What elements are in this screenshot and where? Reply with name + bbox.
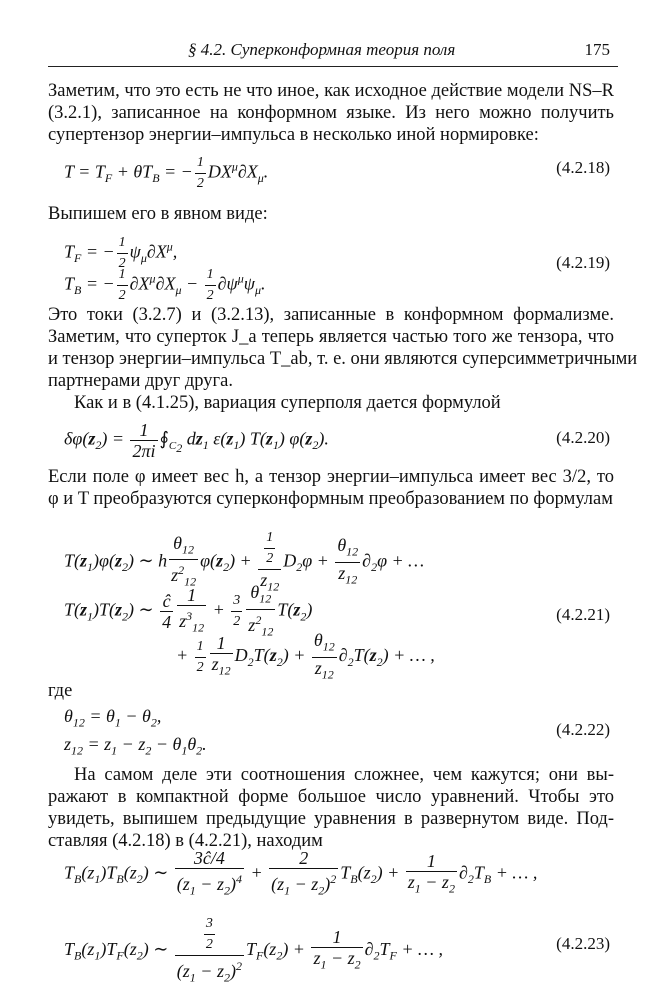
text-line: увидеть, выпишем предыдущие уравнения в развернутом виде. Под- xyxy=(48,809,614,829)
text-line: Заметим, что это есть не что иное, как исходное действие модели NS–R xyxy=(48,81,614,101)
equation-number: (4.2.18) xyxy=(556,158,610,177)
text-line: Если поле φ имеет вес h, а тензор энергии–импульса имеет вес 3/2, то xyxy=(48,467,614,487)
equation-4-2-23-line-2: $T_B(z_1)T_F(z_2)$ ∼ $\frac{\frac{3}{2}}{(z_1 - z_2)^2}$ $T_F(z_2)$ + $\frac{1}{z_1 - z_2}$ $\partial_2T_F$ + … , xyxy=(64,916,444,985)
paragraph-4 xyxy=(48,392,614,414)
paragraph-6 xyxy=(48,680,614,702)
text-line: где xyxy=(48,681,73,701)
equation-4-2-23-line-1: $T_B(z_1)T_B(z_2)$ ∼ $\frac{3ĉ/4}{(z_1 - z_2)^4}$ + $\frac{2}{(z_1 - z_2)^2}$ $T_B(z_2)$ + $\frac{1}{z_1 - z_2}$ $\partial_2T_B$ + … , xyxy=(64,848,538,898)
paragraph-7 xyxy=(48,764,614,852)
page-number: 175 xyxy=(584,40,610,59)
paragraph-1 xyxy=(48,80,614,146)
equation-4-2-20: $\delta\varphi(z_2)$ = $\frac{1}{2\pi i}$ $∮_{C_2}$ $dz_1$ $\varepsilon(z_1)$ $T(z_1)$ $\varphi(z_2)$. xyxy=(64,420,329,461)
equation-4-2-21-line-1: $T(z_1)\varphi(z_2)$ ∼ h $\frac{\theta_{12}}{z^2_{12}}$ $\varphi(z_2)$ + $\frac{\frac{1}{2}}{z_{12}}$ $D_2\varphi$ + $\frac{\theta_{12}}{z_{12}}$ $\partial_2\varphi$ + … xyxy=(64,530,425,594)
text-line: супертензор энергии–импульса в несколько иной нормировке: xyxy=(48,125,539,145)
equation-4-2-18: $T = T_F + \theta T_B$ = − $\frac{1}{2}$ $DX^\mu\partial X_\mu$. xyxy=(64,155,269,191)
equation-number: (4.2.22) xyxy=(556,720,610,739)
text-line: и тензор энергии–импульса T_ab, т. е. они являются суперсимметричными xyxy=(48,349,638,369)
text-line: партнерами друг друга. xyxy=(48,371,233,391)
equation-4-2-21-line-2: $T(z_1)T(z_2)$ ∼ $\frac{ĉ}{4}$ $\frac{1}{z^3_{12}}$ + $\frac{3}{2}$ $\frac{\theta_{12}}{z^2_{12}}$ $T(z_2)$ xyxy=(64,582,313,639)
text-line: На самом деле эти соотношения сложнее, чем кажутся; они вы- xyxy=(74,765,614,785)
equation-number: (4.2.23) xyxy=(556,934,610,953)
text-line: Как и в (4.1.25), вариация суперполя дается формулой xyxy=(74,393,501,413)
equation-4-2-21-line-3: + $\frac{1}{2}$ $\frac{1}{z_{12}}$ $D_2T(z_2)$ + $\frac{\theta_{12}}{z_{12}}$ $\partial_2T(z_2)$ + … , xyxy=(176,630,435,682)
text-line: φ и T преобразуются суперконформным преобразованием по формулам xyxy=(48,489,613,509)
text-line: ставляя (4.2.18) в (4.2.21), находим xyxy=(48,831,323,851)
paragraph-2 xyxy=(48,203,614,225)
paragraph-5 xyxy=(48,466,614,510)
equation-4-2-19-line-2: $T_B$ = − $\frac{1}{2}$ $\partial X^\mu\partial X_\mu$ − $\frac{1}{2}$ $\partial\psi^\mu\psi_\mu$. xyxy=(64,267,266,303)
equation-4-2-22-line-2: $z_{12} = z_1 - z_2 - \theta_1\theta_2$. xyxy=(64,734,207,758)
equation-number: (4.2.21) xyxy=(556,605,610,624)
equation-4-2-19-line-1: $T_F$ = − $\frac{1}{2}$ $\psi_\mu\partial X^\mu$, xyxy=(64,235,178,271)
text-line: Выпишем его в явном виде: xyxy=(48,204,268,224)
text-line: (3.2.1), записанное на конформном языке. Из него можно получить xyxy=(48,103,614,123)
text-line: Заметим, что суперток J_a теперь является частью того же тензора, что xyxy=(48,327,614,347)
text-line: Это токи (3.2.7) и (3.2.13), записанные в конформном формализме. xyxy=(48,305,614,325)
equation-4-2-22-line-1: $\theta_{12} = \theta_1 - \theta_2$, xyxy=(64,706,162,730)
equation-number: (4.2.20) xyxy=(556,428,610,447)
page-header xyxy=(48,38,618,67)
running-title: § 4.2. Суперконформная теория поля xyxy=(188,40,456,59)
equation-number: (4.2.19) xyxy=(556,253,610,272)
text-line: ражают в компактной форме большое число уравнений. Чтобы это xyxy=(48,787,614,807)
paragraph-3 xyxy=(48,304,638,392)
